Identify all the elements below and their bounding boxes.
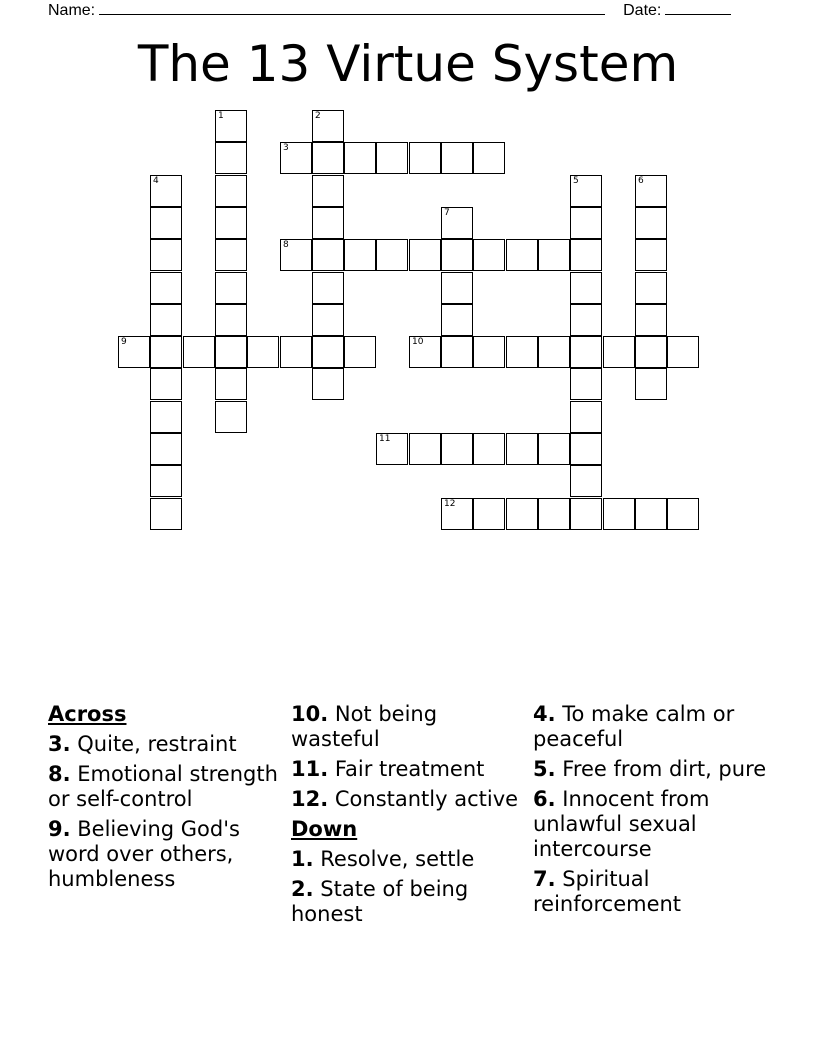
cell-number: 9 (121, 337, 127, 347)
crossword-cell[interactable] (215, 175, 247, 207)
clue-across-12: 12. Constantly active (291, 787, 519, 811)
crossword-cell[interactable] (409, 239, 441, 271)
crossword-cell[interactable] (215, 401, 247, 433)
name-label: Name: (48, 2, 96, 19)
crossword-cell[interactable] (312, 272, 344, 304)
crossword-cell[interactable] (150, 272, 182, 304)
clue-across-9: 9. Believing God's word over others, humbleness (48, 817, 240, 891)
crossword-cell[interactable] (376, 239, 408, 271)
crossword-cell[interactable] (538, 336, 570, 368)
clue-across-11: 11. Fair treatment (291, 757, 485, 781)
crossword-cell[interactable] (570, 272, 602, 304)
cell-number: 7 (444, 208, 450, 218)
crossword-cell[interactable] (570, 465, 602, 497)
crossword-cell[interactable] (473, 433, 505, 465)
clue-down-4: 4. To make calm or peaceful (533, 702, 735, 751)
clue-down-1: 1. Resolve, settle (291, 847, 475, 871)
crossword-cell[interactable] (570, 433, 602, 465)
crossword-cell[interactable] (506, 336, 538, 368)
crossword-cell[interactable] (376, 433, 408, 465)
clue-down-2: 2. State of being honest (291, 877, 469, 926)
crossword-cell[interactable] (215, 368, 247, 400)
crossword-cell[interactable] (312, 336, 344, 368)
crossword-cell[interactable] (150, 207, 182, 239)
clue-across-10: 10. Not being wasteful (291, 702, 438, 751)
crossword-cell[interactable] (312, 175, 344, 207)
crossword-cell[interactable] (150, 401, 182, 433)
crossword-cell[interactable] (441, 272, 473, 304)
crossword-cell[interactable] (635, 207, 667, 239)
crossword-cell[interactable] (441, 498, 473, 530)
crossword-cell[interactable] (570, 304, 602, 336)
crossword-cell[interactable] (635, 175, 667, 207)
crossword-cell[interactable] (473, 239, 505, 271)
cell-number: 12 (444, 499, 456, 509)
crossword-cell[interactable] (312, 110, 344, 142)
crossword-cell[interactable] (312, 304, 344, 336)
crossword-cell[interactable] (118, 336, 150, 368)
crossword-cell[interactable] (409, 433, 441, 465)
crossword-cell[interactable] (150, 336, 182, 368)
crossword-cell[interactable] (312, 239, 344, 271)
cell-number: 6 (638, 176, 644, 186)
crossword-cell[interactable] (635, 336, 667, 368)
crossword-cell[interactable] (344, 336, 376, 368)
crossword-cell[interactable] (506, 239, 538, 271)
crossword-cell[interactable] (280, 336, 312, 368)
crossword-cell[interactable] (667, 498, 699, 530)
crossword-cell[interactable] (603, 498, 635, 530)
crossword-cell[interactable] (603, 336, 635, 368)
crossword-cell[interactable] (538, 498, 570, 530)
crossword-cell[interactable] (409, 336, 441, 368)
crossword-cell[interactable] (441, 207, 473, 239)
crossword-cell[interactable] (473, 498, 505, 530)
clue-down-7: 7. Spiritual reinforcement (533, 867, 682, 916)
clue-column-3 (533, 702, 773, 922)
crossword-cell[interactable] (215, 336, 247, 368)
crossword-cell[interactable] (635, 239, 667, 271)
down-heading: Down (291, 817, 358, 841)
clue-across-3: 3. Quite, restraint (48, 732, 237, 756)
crossword-cell[interactable] (150, 498, 182, 530)
across-heading: Across (48, 702, 127, 726)
crossword-cell[interactable] (570, 207, 602, 239)
crossword-cell[interactable] (473, 142, 505, 174)
crossword-cell[interactable] (344, 142, 376, 174)
crossword-cell[interactable] (280, 142, 312, 174)
crossword-cell[interactable] (150, 465, 182, 497)
crossword-cell[interactable] (215, 207, 247, 239)
crossword-cell[interactable] (441, 336, 473, 368)
crossword-cell[interactable] (635, 304, 667, 336)
clue-down-5: 5. Free from dirt, pure (533, 757, 767, 781)
crossword-cell[interactable] (150, 433, 182, 465)
crossword-cell[interactable] (635, 498, 667, 530)
header (48, 0, 731, 20)
crossword-cell[interactable] (667, 336, 699, 368)
crossword-cell[interactable] (538, 239, 570, 271)
crossword-cell[interactable] (635, 272, 667, 304)
crossword-cell[interactable] (344, 239, 376, 271)
cell-number: 1 (218, 111, 224, 121)
clue-column-1 (48, 702, 288, 897)
crossword-cell[interactable] (312, 207, 344, 239)
crossword-cell[interactable] (441, 142, 473, 174)
crossword-cell[interactable] (538, 433, 570, 465)
clue-down-6: 6. Innocent from unlawful sexual intercourse (533, 787, 710, 861)
cell-number: 3 (283, 143, 289, 153)
clue-column-2 (291, 702, 531, 932)
cell-number: 2 (315, 111, 321, 121)
crossword-cell[interactable] (635, 368, 667, 400)
date-label: Date: (623, 2, 662, 19)
crossword-cell[interactable] (215, 110, 247, 142)
crossword-cell[interactable] (150, 368, 182, 400)
crossword-cell[interactable] (183, 336, 215, 368)
crossword-cell[interactable] (215, 239, 247, 271)
cell-number: 5 (573, 176, 579, 186)
crossword-cell[interactable] (376, 142, 408, 174)
crossword-cell[interactable] (215, 272, 247, 304)
crossword-cell[interactable] (312, 368, 344, 400)
crossword-cell[interactable] (570, 368, 602, 400)
cell-number: 10 (412, 337, 424, 347)
crossword-cell[interactable] (570, 175, 602, 207)
date-field[interactable] (665, 0, 731, 15)
page-title: The 13 Virtue System (137, 35, 679, 93)
crossword-cell[interactable] (215, 142, 247, 174)
crossword-cell[interactable] (409, 142, 441, 174)
cell-number: 11 (379, 434, 391, 444)
crossword-cell[interactable] (506, 498, 538, 530)
crossword-cell[interactable] (150, 304, 182, 336)
cell-number: 8 (283, 240, 289, 250)
crossword-cell[interactable] (570, 401, 602, 433)
crossword-cell[interactable] (473, 336, 505, 368)
crossword-cell[interactable] (280, 239, 312, 271)
crossword-cell[interactable] (150, 175, 182, 207)
crossword-cell[interactable] (312, 142, 344, 174)
crossword-cell[interactable] (150, 239, 182, 271)
crossword-cell[interactable] (570, 239, 602, 271)
crossword-cell[interactable] (570, 336, 602, 368)
crossword-cell[interactable] (441, 433, 473, 465)
crossword-cell[interactable] (441, 239, 473, 271)
crossword-cell[interactable] (247, 336, 279, 368)
cell-number: 4 (153, 176, 159, 186)
clue-across-8: 8. Emotional strength or self-control (48, 762, 278, 811)
crossword-cell[interactable] (506, 433, 538, 465)
crossword-cell[interactable] (215, 304, 247, 336)
crossword-cell[interactable] (441, 304, 473, 336)
name-field[interactable] (99, 0, 605, 15)
crossword-cell[interactable] (570, 498, 602, 530)
